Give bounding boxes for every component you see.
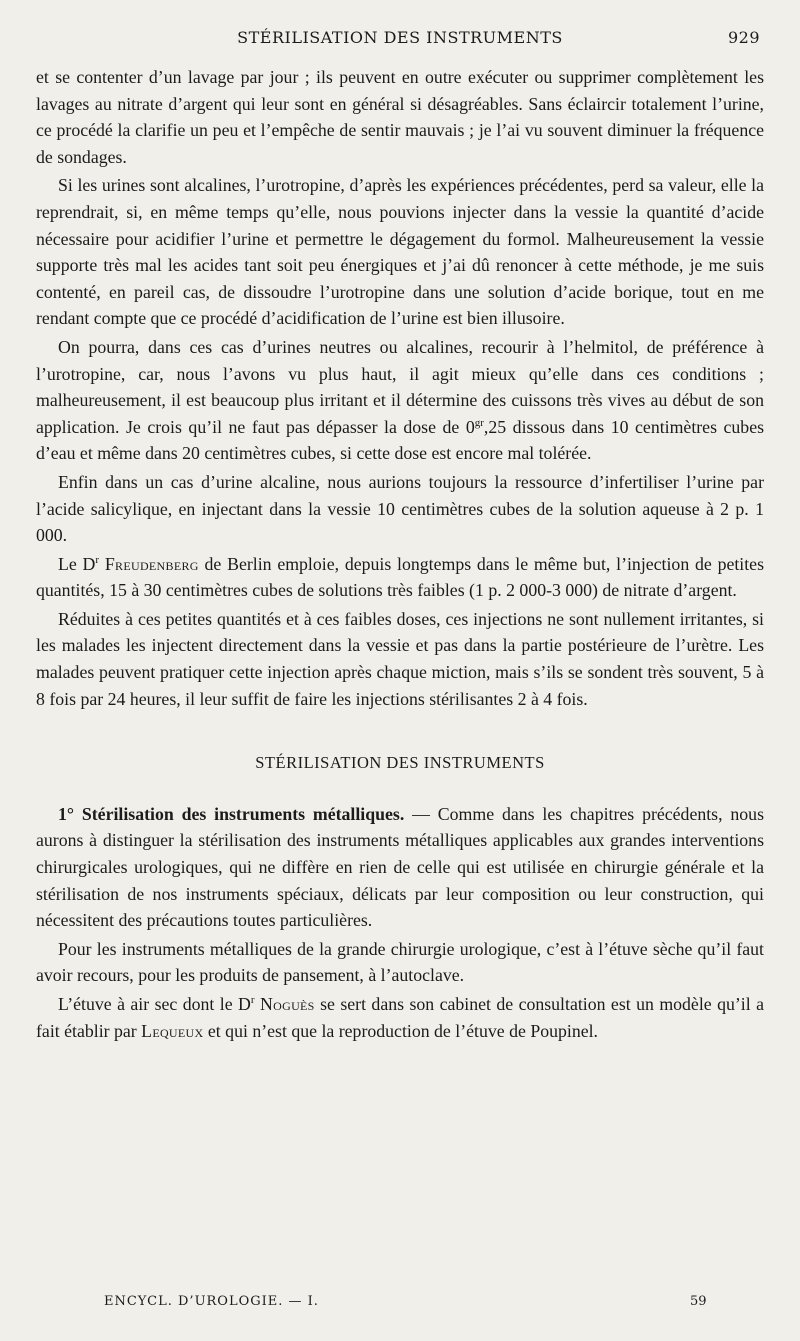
- paragraph: [36, 801, 764, 934]
- text-run: de Berlin emploie, depuis longtemps dans le même but, l’injection de petites quantités, 15 à 30 centimètres cubes de solutions très faibles (1 p. 2 000-3 000) de nitrate d’argent.: [36, 553, 764, 601]
- person-name: Noguès: [260, 994, 315, 1014]
- text-run: et qui n’est que la reproduction de l’étuve de Poupinel.: [203, 1020, 598, 1041]
- superscript: r: [250, 994, 255, 1007]
- paragraph: Si les urines sont alcalines, l’urotropine, d’après les expériences précédentes, perd sa valeur, elle la reprendrait, si, en même temps qu’elle, nous pouvions injecter dans la vessie la quantité d’acide nécessaire pour acidifier l’urine et permettre le dégagement du formol. Malheureusement la vessie supporte très mal les acides tant soit peu énergiques et j’ai dû renoncer à cette méthode, je me suis contenté, en pareil cas, de dissoudre l’urotropine dans une solution d’acide borique, tout en me rendant compte que ce procédé d’acidification de l’urine est bien illusoire.: [36, 175, 764, 329]
- paragraph: Réduites à ces petites quantités et à ces faibles doses, ces injections ne sont nullement irritantes, si les malades les injectent directement dans la vessie et pas dans la partie postérieure de l’urètre. Les malades peuvent pratiquer cette injection après chaque miction, mais s’ils se sondent très souvent, 5 à 8 fois par 24 heures, il leur suffit de faire les injections stérilisantes 2 à 4 fois.: [36, 608, 764, 709]
- paragraph: Pour les instruments métalliques de la grande chirurgie urologique, c’est à l’étuve sèche qu’il faut avoir recours, pour les produits de pansement, à l’autoclave.: [36, 938, 764, 986]
- page-number: 929: [727, 28, 760, 47]
- text-run: Le D: [58, 553, 96, 574]
- text-run: On pourra, dans ces cas d’urines neutres ou alcalines, recourir à l’helmitol, de préférence à l’urotropine, car, nous l’avons vu plus haut, il agit mieux qu’elle dans ces conditions ; malheureusement, il est beaucoup plus irritant et il détermine des cuissons très vives au début de son application. Je crois qu’il ne faut pas dépasser la dose de 0: [36, 336, 764, 437]
- paragraph: [36, 334, 764, 467]
- footer-signature: ENCYCL. D’UROLOGIE. — I.: [104, 1294, 319, 1309]
- header-title: STÉRILISATION DES INSTRUMENTS: [237, 28, 563, 47]
- page-footer: [0, 1294, 800, 1314]
- text-run: se sert dans son cabinet de consultation est un modèle qu’il a fait établir par: [36, 994, 764, 1041]
- subsection-lead: 1° Stérilisation des instruments métalliques.: [58, 803, 405, 824]
- superscript: gr: [474, 416, 484, 429]
- text-run: ,25 dissous dans 10 centimètres cubes d’eau et même dans 20 centimètres cubes, si cette dose est encore mal tolérée.: [36, 416, 765, 464]
- person-name: Lequeux: [141, 1020, 204, 1041]
- paragraph: et se contenter d’un lavage par jour ; ils peuvent en outre exécuter ou supprimer complètement les lavages au nitrate d’argent qui leur sont en général si désagréables. Sans éclaircir totalement l’urine, ce procédé la clarifie un peu et l’empêche de sentir mauvais ; je l’ai vu souvent diminuer la fréquence de sondages.: [36, 67, 764, 167]
- text-run: L’étuve à air sec dont le D: [58, 994, 251, 1014]
- signature-mark: 59: [690, 1294, 707, 1309]
- superscript: r: [95, 553, 100, 566]
- paragraph: [36, 551, 764, 604]
- person-name: Freudenberg: [104, 553, 199, 574]
- paragraph: [36, 991, 764, 1044]
- text-run: — Comme dans les chapitres précédents, nous aurons à distinguer la stérilisation des instruments métalliques applicables aux grandes interventions chirurgicales urologiques, qui ne diffère en rien de celle qui est utilisée en chirurgie générale et la stérilisation de nos instruments spéciaux, délicats par leur composition ou leur construction, qui nécessitent des précautions toutes particulières.: [36, 803, 764, 931]
- running-header: [0, 28, 800, 52]
- body-text: [36, 64, 764, 1046]
- paragraph: Enfin dans un cas d’urine alcaline, nous aurions toujours la ressource d’infertiliser l’urine par l’acide salicylique, en injectant dans la vessie 10 centimètres cubes de la solution aqueuse à 2 p. 1 000.: [36, 471, 764, 546]
- section-heading: STÉRILISATION DES INSTRUMENTS: [255, 753, 545, 773]
